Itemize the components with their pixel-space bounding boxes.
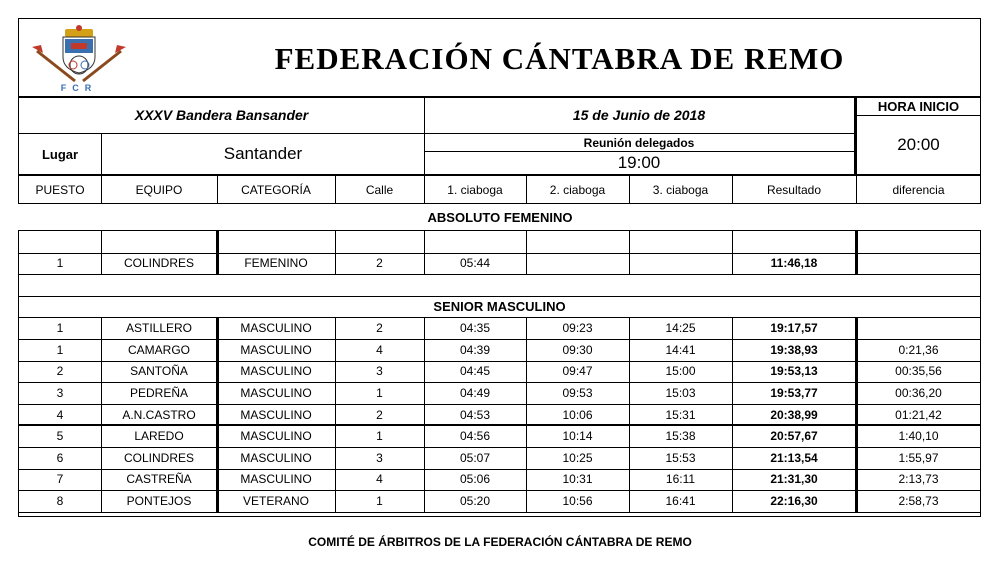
table-cell: 8 [56, 493, 64, 508]
hora-inicio-label: HORA INICIO [877, 98, 960, 114]
column-header: Calle [365, 182, 394, 197]
table-cell: MASCULINO [240, 364, 312, 379]
column-header: PUESTO [35, 182, 85, 197]
column-header: CATEGORÍA [241, 182, 311, 197]
event-name: XXXV Bandera Bansander [134, 107, 309, 123]
table-cell: 10:14 [562, 429, 593, 444]
section-title: ABSOLUTO FEMENINO [427, 209, 573, 225]
table-row [19, 361, 981, 383]
table-cell: 15:00 [665, 364, 696, 379]
table-row [19, 425, 981, 447]
lugar-label: Lugar [41, 146, 79, 162]
table-row [19, 490, 981, 512]
table-cell: 05:06 [459, 472, 491, 487]
column-header: 1. ciaboga [447, 182, 503, 197]
table-cell: SANTOÑA [130, 364, 188, 379]
table-cell: 09:30 [562, 342, 593, 357]
table-cell: 4 [376, 472, 383, 487]
table-cell: 3 [56, 385, 64, 400]
table-cell: PEDREÑA [129, 385, 188, 400]
table-cell: 3 [376, 450, 383, 465]
table-cell: 04:53 [459, 407, 491, 422]
table-cell: MASCULINO [240, 407, 312, 422]
table-cell: 20:57,67 [770, 429, 818, 444]
table-cell: 11:46,18 [770, 256, 818, 271]
table-cell: 1 [56, 342, 64, 357]
table-cell: 2 [376, 407, 383, 422]
table-cell: 04:56 [459, 429, 491, 444]
table-cell: 22:16,30 [770, 493, 818, 508]
table-cell: 2 [56, 364, 64, 379]
lugar-value: Santander [223, 144, 303, 163]
table-row [19, 253, 981, 275]
table-cell: MASCULINO [240, 450, 312, 465]
table-cell: 2:13,73 [898, 472, 939, 487]
table-cell: 2 [376, 256, 383, 271]
table-cell: 05:07 [459, 450, 491, 465]
table-cell: 16:11 [665, 472, 696, 487]
table-cell: A.N.CASTRO [122, 407, 196, 422]
table-cell: 19:53,77 [770, 385, 818, 400]
table-cell: MASCULINO [240, 472, 312, 487]
table-cell: 04:39 [459, 342, 491, 357]
table-cell: 16:41 [665, 493, 696, 508]
event-info-box [18, 96, 981, 204]
table-cell: 6 [56, 450, 64, 465]
table-cell: FEMENINO [244, 256, 308, 271]
table-cell: 4 [376, 342, 383, 357]
table-cell: 19:53,13 [770, 364, 818, 379]
table-row [19, 382, 981, 404]
table-cell: 00:36,20 [895, 385, 942, 400]
table-row [19, 469, 981, 491]
table-cell: 4 [56, 407, 64, 422]
table-cell: 10:31 [562, 472, 593, 487]
hora-inicio-value: 20:00 [897, 135, 940, 154]
table-cell: 10:25 [562, 450, 593, 465]
table-cell: MASCULINO [240, 321, 312, 336]
table-cell: MASCULINO [240, 342, 312, 357]
table-cell: 1 [376, 385, 383, 400]
table-cell: 09:47 [562, 364, 593, 379]
table-cell: 04:45 [459, 364, 491, 379]
event-date: 15 de Junio de 2018 [572, 107, 706, 123]
table-cell: MASCULINO [240, 385, 312, 400]
table-cell: 04:49 [459, 385, 491, 400]
table-row [19, 317, 981, 339]
table-cell: PONTEJOS [126, 493, 192, 508]
table-cell: 04:35 [459, 321, 491, 336]
table-cell: VETERANO [242, 493, 309, 508]
column-header: 2. ciaboga [549, 182, 606, 197]
table-cell: 15:38 [665, 429, 696, 444]
header-box [18, 18, 981, 98]
table-cell: 19:38,93 [770, 342, 818, 357]
column-headers [19, 176, 981, 203]
table-cell: 15:03 [665, 385, 696, 400]
table-cell: 05:20 [459, 493, 491, 508]
table-cell: 09:23 [562, 321, 593, 336]
table-cell: 14:41 [665, 342, 696, 357]
table-cell: MASCULINO [240, 429, 312, 444]
table-cell: 01:21,42 [895, 407, 942, 422]
table-cell: 09:53 [562, 385, 593, 400]
federation-logo [29, 23, 129, 93]
table-cell: CASTREÑA [126, 472, 192, 487]
table-cell: 21:31,30 [770, 472, 818, 487]
table-cell: 1 [376, 429, 383, 444]
table-cell: 0:21,36 [898, 342, 939, 357]
crest-icon [29, 23, 129, 93]
table-cell: 10:06 [562, 407, 593, 422]
table-cell: 1 [56, 256, 64, 271]
column-header: Resultado [766, 182, 822, 197]
table-cell: 7 [56, 472, 64, 487]
table-cell: 10:56 [562, 493, 593, 508]
reunion-label: Reunión delegados [583, 135, 695, 150]
table-cell: ASTILLERO [125, 321, 193, 336]
page-title: FEDERACIÓN CÁNTABRA DE REMO [274, 41, 845, 76]
table-cell: 2 [376, 321, 383, 336]
column-header: diferencia [892, 182, 945, 197]
table-cell: 20:38,99 [770, 407, 818, 422]
section-title: SENIOR MASCULINO [433, 299, 566, 315]
table-cell: 19:17,57 [770, 321, 818, 336]
table-cell: 05:44 [459, 256, 491, 271]
table-cell: COLINDRES [123, 256, 194, 271]
table-cell: 2:58,73 [898, 493, 939, 508]
table-cell: 21:13,54 [770, 450, 818, 465]
table-cell [629, 253, 732, 275]
table-cell: 15:31 [665, 407, 696, 422]
table-cell [856, 253, 981, 275]
table-row [19, 339, 981, 361]
column-header: 3. ciaboga [652, 182, 709, 197]
table-cell: 3 [376, 364, 383, 379]
table-cell: 1:40,10 [898, 429, 939, 444]
table-cell: 00:35,56 [895, 364, 942, 379]
table-cell: CAMARGO [127, 342, 190, 357]
table-cell: COLINDRES [123, 450, 194, 465]
table-cell: 1 [376, 493, 383, 508]
table-cell: 5 [56, 429, 64, 444]
column-header: EQUIPO [135, 182, 183, 197]
table-row [19, 404, 981, 426]
table-cell: 14:25 [665, 321, 696, 336]
results-table [18, 230, 981, 517]
table-cell: 1:55,97 [898, 450, 939, 465]
table-cell: 1 [56, 321, 64, 336]
table-cell [856, 317, 981, 339]
table-row [19, 447, 981, 469]
footer-text: COMITÉ DE ÁRBITROS DE LA FEDERACIÓN CÁNTABRA DE REMO [308, 535, 692, 549]
table-cell: LAREDO [134, 429, 184, 444]
svg-text:FCR: FCR [60, 83, 98, 93]
table-cell [526, 253, 629, 275]
table-cell: 15:53 [665, 450, 696, 465]
reunion-value: 19:00 [617, 153, 661, 172]
